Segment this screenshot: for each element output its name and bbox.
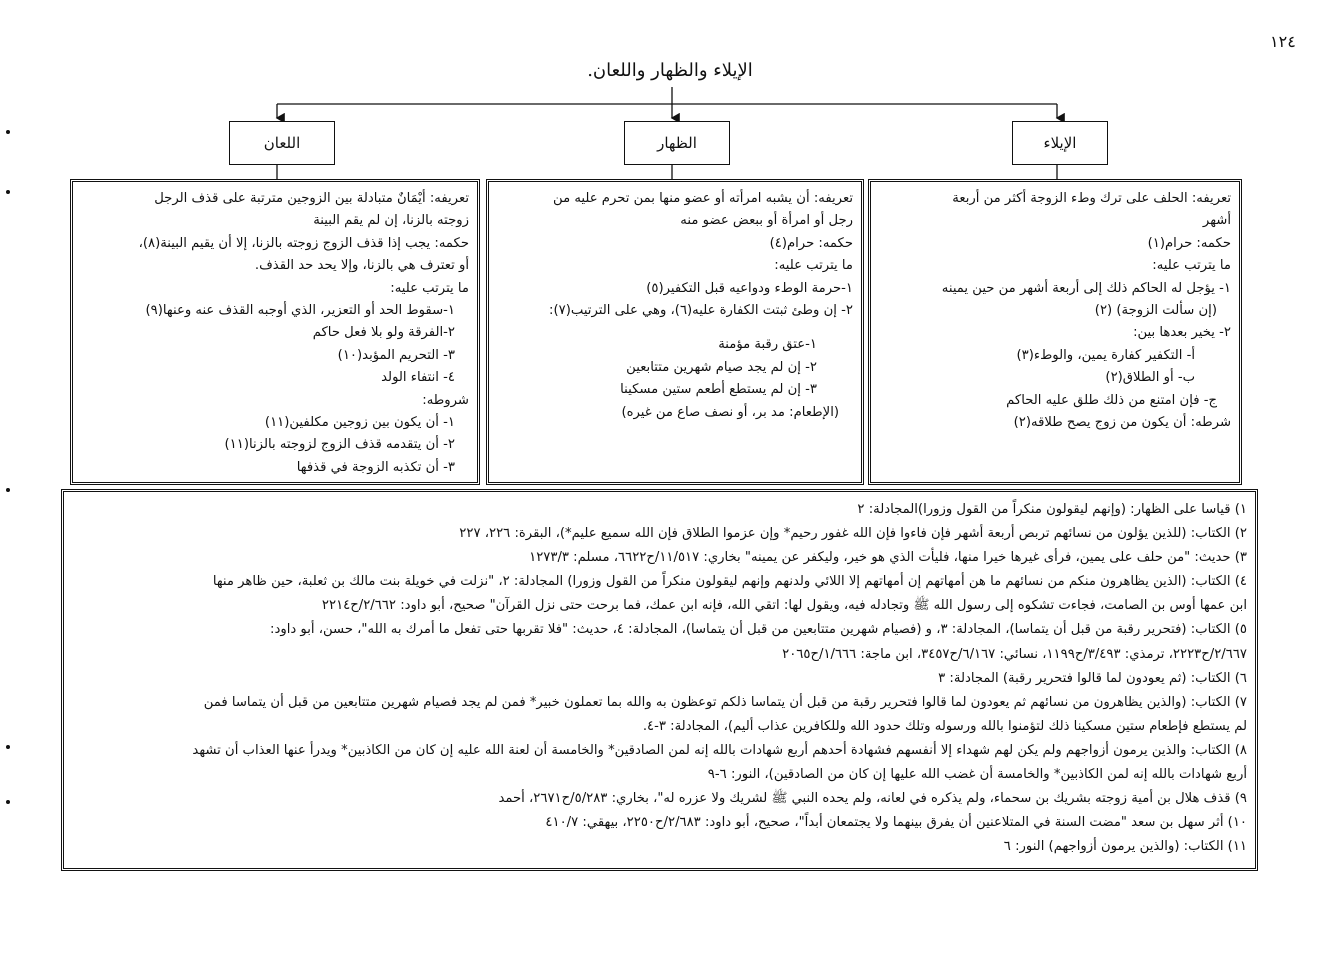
ilaa-option-b: ب- أو الطلاق(٢): [1105, 370, 1195, 386]
page-title: الإيلاء والظهار واللعان.: [587, 60, 753, 81]
footnotes-box: [61, 489, 1258, 871]
liaan-consequence-1: ١-سقوط الحد أو التعزير، الذي أوجبه القذف عنه وعنها(٩): [145, 303, 455, 319]
footnote-10: ١٠) أثر سهل بن سعد "مضت السنة في المتلاعنين أن يفرق بينهما ولا يجتمعان أبداً"، صحيح، أبو داود: ٢/٦٨٣/ح٢٢٥٠، بيهقي: ٤١٠/٧: [545, 815, 1247, 831]
header-ilaa: الإيلاء: [1012, 121, 1108, 165]
zihar-definition: تعريفه: أن يشبه امرأته أو عضو منها بمن تحرم عليه من: [553, 191, 853, 206]
footnote-4: ٤) الكتاب: (الذين يظاهرون منكم من نسائهم ما هن أمهاتهم إن أمهاتهم إلا اللائي ولدنهم وإنهم ليقولون منكراً من القول وزورا) المجادلة: ٢، "نزلت في خويلة بنت مالك بن ثعلبة، حين ظاهر منها: [212, 574, 1247, 590]
column-liaan: [70, 179, 480, 485]
footnote-8-cont: أربع شهادات بالله إنه لمن الكاذبين* والخامسة أن غضب الله عليها إن كان من الصادقين)، النور: ٦-٩: [707, 767, 1247, 783]
footnote-7-cont: لم يستطع فإطعام ستين مسكينا ذلك لتؤمنوا بالله ورسوله وتلك حدود الله وللكافرين عذاب أليم)، المجادلة: ٣-٤.: [642, 718, 1247, 734]
ilaa-consequence-1: ١- يؤجل له الحاكم ذلك إلى أربعة أشهر من حين يمينه: [941, 280, 1231, 296]
liaan-ruling: حكمه: يجب إذا قذف الزوج زوجته بالزنا، إلا أن يقيم البينة(٨)،: [138, 235, 469, 251]
zihar-consequences-heading: ما يترتب عليه:: [774, 258, 853, 274]
footnote-2: ٢) الكتاب: (للذين يؤلون من نسائهم تربص أربعة أشهر فإن فاءوا فإن الله غفور رحيم* وإن عزموا الطلاق فإن الله سميع عليم*)، البقرة: ٢٢٦، ٢٢٧: [459, 526, 1247, 542]
footnote-9: ٩) قذف هلال بن أمية زوجته بشريك بن سحماء، ولم يذكره في لعانه، ولم يحده النبي ﷺ لشريك ولا عزره له"، بخاري: ٥/٢٨٣/ح٢٦٧١، أحمد: [498, 791, 1247, 807]
liaan-condition-1: ١- أن يكون بين زوجين مكلفين(١١): [264, 415, 455, 431]
column-zihar: [486, 179, 864, 485]
header-liaan: اللعان: [229, 121, 335, 165]
footnote-6: ٦) الكتاب: (ثم يعودون لما قالوا فتحرير رقبة) المجادلة: ٣: [938, 670, 1247, 686]
footnote-8: ٨) الكتاب: والذين يرمون أزواجهم ولم يكن لهم شهداء إلا أنفسهم فشهادة أحدهم أربع شهادات بالله إنه لمن الصادقين* والخامسة أن لعنة الله عليه إن كان من الكاذبين* ويدرأ عنها العذاب أن تشهد: [192, 742, 1247, 758]
footnote-1: ١) قياسا على الظهار: (وإنهم ليقولون منكراً من القول وزورا)المجادلة: ٢: [857, 502, 1247, 517]
ilaa-option-a: أ- التكفير كفارة يمين، والوطء(٣): [1016, 347, 1195, 363]
liaan-condition-3: ٣- أن تكذبه الزوجة في قذفها: [296, 459, 455, 475]
zihar-expiation-3: ٣- إن لم يستطع أطعم ستين مسكينا: [620, 382, 817, 398]
liaan-definition-cont: زوجته بالزنا، إن لم يقم البينة: [313, 213, 469, 229]
liaan-consequences-heading: ما يترتب عليه:: [390, 280, 469, 296]
ilaa-definition-cont: أشهر: [1202, 213, 1231, 229]
zihar-expiation-1: ١-عتق رقبة مؤمنة: [718, 337, 817, 353]
footnote-4-cont: ابن عمها أوس بن الصامت، فجاءت تشكوه إلى رسول الله ﷺ وتجادله فيه، ويقول لها: اتقي الله، فإنه ابن عمك، فما برحت حتى نزل القرآن" صحيح، أبو داود: ٢/٦٦٢/ح٢٢١٤: [321, 598, 1247, 614]
spacer: [497, 322, 853, 334]
ilaa-condition: شرطه: أن يكون من زوج يصح طلاقه(٢): [1013, 415, 1231, 431]
zihar-feeding-note: (الإطعام: مد بر، أو نصف صاع من غيره): [621, 404, 839, 420]
ilaa-definition: تعريفه: الحلف على ترك وطء الزوجة أكثر من أربعة: [952, 191, 1231, 206]
zihar-consequence-1: ١-حرمة الوطء ودواعيه قبل التكفير(٥): [646, 280, 853, 296]
liaan-conditions-heading: شروطه:: [422, 392, 469, 408]
ilaa-ruling: حكمه: حرام(١): [1147, 235, 1231, 251]
zihar-expiation-2: ٢- إن لم يجد صيام شهرين متتابعين: [626, 359, 817, 375]
header-zihar: الظهار: [624, 121, 730, 165]
ilaa-consequences-heading: ما يترتب عليه:: [1152, 258, 1231, 274]
liaan-consequence-2: ٢-الفرقة ولو بلا فعل حاكم: [312, 325, 455, 341]
ilaa-consequence-2: ٢- يخير بعدها بين:: [1133, 325, 1231, 341]
footnote-5-cont: ٢/٦٦٧/ح٢٢٢٣، ترمذي: ٣/٤٩٣/ح١١٩٩، نسائي: ٦/١٦٧/ح٣٤٥٧، ابن ماجة: ١/٦٦٦/ح٢٠٦٥: [782, 646, 1247, 662]
footnote-7: ٧) الكتاب: (والذين يظاهرون من نسائهم ثم يعودون لما قالوا فتحرير رقبة من قبل أن يتماسا ذلكم توعظون به والله بما تعملون خبير* فمن لم يجد فصيام شهرين متتابعين من قبل أن يتماسا فمن: [203, 694, 1247, 710]
liaan-ruling-cont: أو تعترف هي بالزنا، وإلا يحد حد القذف.: [254, 258, 469, 274]
zihar-consequence-2: ٢- إن وطئ ثبتت الكفارة عليه(٦)، وهي على الترتيب(٧):: [549, 303, 853, 319]
footnote-11: ١١) الكتاب: (والذين يرمون أزواجهم) النور: ٦: [1003, 839, 1247, 855]
ilaa-option-c: ج- فإن امتنع من ذلك طلق عليه الحاكم: [1006, 392, 1217, 408]
zihar-definition-cont: رجل أو امرأة أو ببعض عضو منه: [680, 213, 853, 229]
column-ilaa: [868, 179, 1242, 485]
liaan-consequence-3: ٣- التحريم المؤبد(١٠): [337, 347, 455, 363]
liaan-definition: تعريفه: أيْمَانٌ متبادلة بين الزوجين مترتبة على قذف الرجل: [154, 191, 469, 206]
ilaa-consequence-1-cont: (إن سألت الزوجة) (٢): [1094, 303, 1217, 319]
zihar-ruling: حكمه: حرام(٤): [769, 235, 853, 251]
page-number: ١٢٤: [1270, 32, 1296, 51]
liaan-condition-2: ٢- أن يتقدمه قذف الزوج لزوجته بالزنا(١١): [224, 437, 455, 453]
footnote-3: ٣) حديث: "من حلف على يمين، فرأى غيرها خيرا منها، فليأت الذي هو خير، وليكفر عن يمينه" بخاري: ١١/٥١٧/ح٦٦٢٢، مسلم: ١٢٧٣/٣: [529, 550, 1247, 566]
liaan-consequence-4: ٤- انتفاء الولد: [381, 370, 455, 386]
footnote-5: ٥) الكتاب: (فتحرير رقبة من قبل أن يتماسا)، المجادلة: ٣، و (فصيام شهرين متتابعين من قبل أن يتماسا)، المجادلة: ٤، حديث: "فلا تقربها حتى تفعل ما أمرك به الله"، حسن، أبو داود:: [270, 622, 1247, 638]
